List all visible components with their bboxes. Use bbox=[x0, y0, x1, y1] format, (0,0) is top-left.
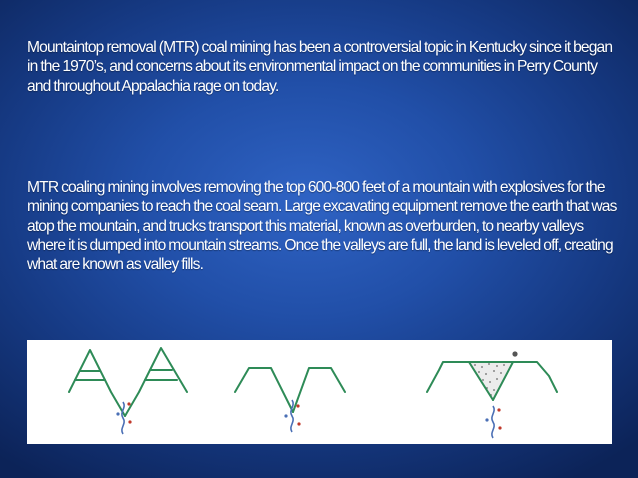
stage-intact-mountains bbox=[69, 348, 187, 416]
stream-dot bbox=[296, 404, 299, 407]
stream-dot bbox=[485, 418, 488, 421]
mountain-right bbox=[125, 348, 187, 416]
stream-dot bbox=[284, 414, 287, 417]
mountain-left bbox=[69, 350, 125, 416]
stage-mountaintops-removed bbox=[235, 368, 345, 412]
stream-line bbox=[492, 406, 494, 438]
mtr-diagram bbox=[27, 340, 612, 444]
stream-dot bbox=[128, 420, 131, 423]
stream-dot bbox=[297, 422, 300, 425]
flattened-mountain-right bbox=[293, 368, 345, 412]
stream-dot bbox=[127, 402, 130, 405]
stream-line bbox=[291, 400, 293, 432]
flattened-mountain-left bbox=[235, 368, 293, 412]
stage-valley-filled bbox=[427, 351, 557, 400]
stream-dot bbox=[498, 426, 501, 429]
intro-paragraph: Mountaintop removal (MTR) coal mining has been a controversial topic in Kentucky since it began in the 1970’s, and concerns about its environmental impact on the communities in Perry County and throughout Appalachia rage on today. bbox=[27, 39, 613, 95]
equipment-marker bbox=[512, 351, 517, 356]
stream-dot bbox=[497, 408, 500, 411]
process-paragraph: MTR coaling mining involves removing the top 600-800 feet of a mountain with explosives for the mining companies to reach the coal seam. Large excavating equipment remove the earth that was atop the mountain, and trucks transport this material, known as overburden, to nearby valleys where it is dumped into mountain streams. Once the valleys are full, the land is leveled off, creating what are known as valley fills. bbox=[27, 179, 617, 274]
stream-line bbox=[122, 402, 124, 434]
stream-dot bbox=[116, 412, 119, 415]
stage-2-stream bbox=[284, 400, 300, 432]
mtr-diagram-panel bbox=[27, 340, 612, 444]
stage-3-stream bbox=[485, 406, 501, 438]
